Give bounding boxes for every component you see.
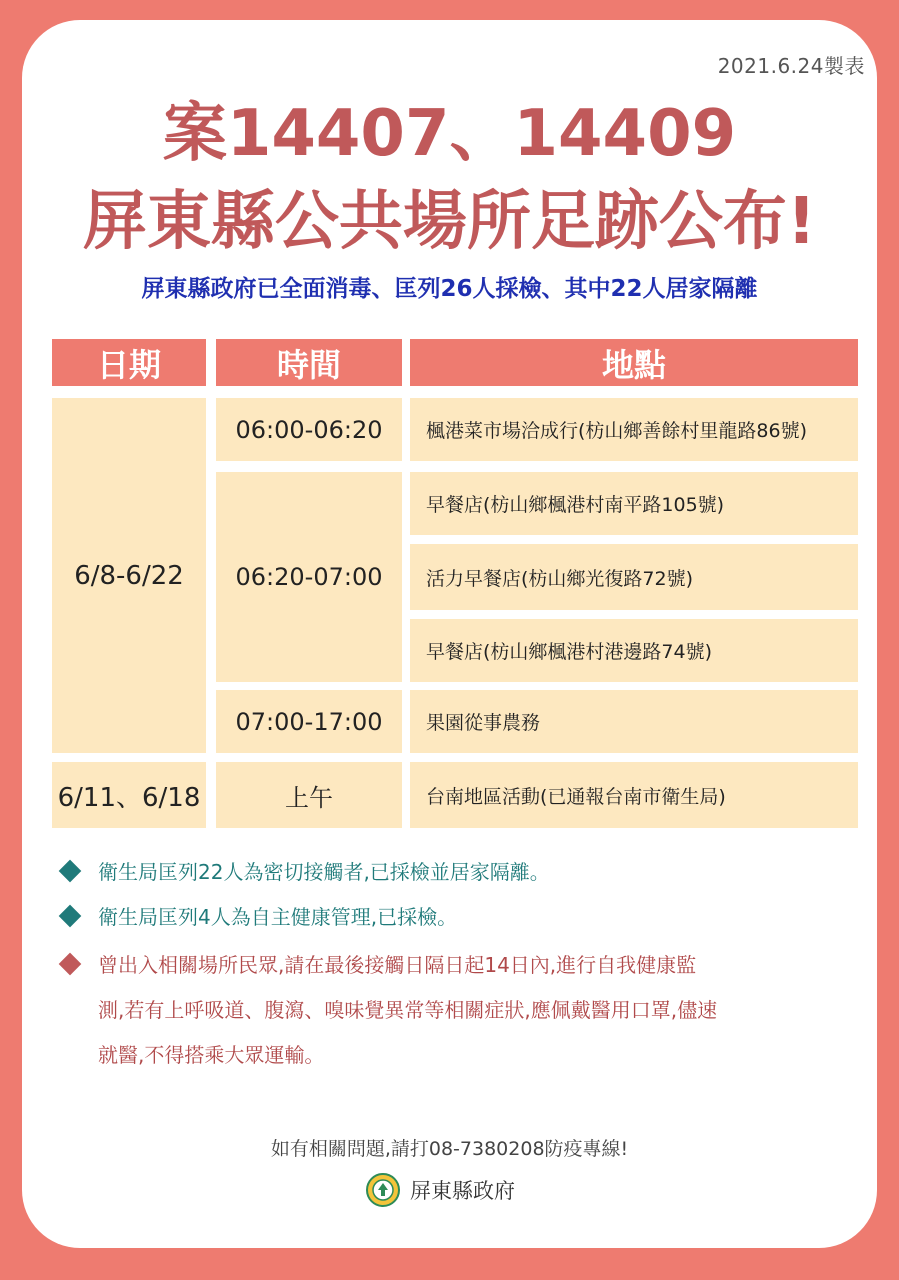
note-text-2: 衛生局匡列4人為自主健康管理,已採檢。 bbox=[98, 905, 458, 929]
organization-name: 屏東縣政府 bbox=[410, 1179, 515, 1203]
header-location: 地點 bbox=[410, 339, 858, 386]
header-date: 日期 bbox=[52, 339, 206, 386]
hotline-text: 如有相關問題,請打08-7380208防疫專線! bbox=[270, 1138, 629, 1160]
time-cell-4: 上午 bbox=[216, 762, 402, 828]
location-cell-4: 早餐店(枋山鄉楓港村港邊路74號) bbox=[410, 619, 858, 682]
location-cell-1: 楓港菜市場洽成行(枋山鄉善餘村里龍路86號) bbox=[410, 398, 858, 461]
location-cell-2: 早餐店(枋山鄉楓港村南平路105號) bbox=[410, 472, 858, 535]
title-line-2: 屏東縣公共場所足跡公布! bbox=[82, 185, 817, 259]
government-signature bbox=[366, 1170, 515, 1210]
note-text-3-line-3: 就醫,不得搭乘大眾運輸。 bbox=[98, 1043, 325, 1067]
time-cell-2: 06:20-07:00 bbox=[216, 472, 402, 682]
county-emblem-icon bbox=[366, 1173, 400, 1207]
time-cell-1: 06:00-06:20 bbox=[216, 398, 402, 461]
note-text-3-line-2: 測,若有上呼吸道、腹瀉、嗅味覺異常等相關症狀,應佩戴醫用口罩,儘速 bbox=[98, 998, 718, 1022]
date-cell-2: 6/11、6/18 bbox=[52, 762, 206, 828]
title-line-1: 案14407、14409 bbox=[162, 97, 737, 171]
location-cell-5: 果園從事農務 bbox=[410, 690, 858, 753]
note-text-1: 衛生局匡列22人為密切接觸者,已採檢並居家隔離。 bbox=[98, 860, 550, 884]
header-time: 時間 bbox=[216, 339, 402, 386]
time-cell-3: 07:00-17:00 bbox=[216, 690, 402, 753]
made-date: 2021.6.24製表 bbox=[717, 54, 865, 78]
location-cell-6: 台南地區活動(已通報台南市衛生局) bbox=[410, 762, 858, 828]
date-cell-1: 6/8-6/22 bbox=[52, 398, 206, 753]
subtitle: 屏東縣政府已全面消毒、匡列26人採檢、其中22人居家隔離 bbox=[141, 276, 758, 302]
note-text-3-line-1: 曾出入相關場所民眾,請在最後接觸日隔日起14日內,進行自我健康監 bbox=[98, 953, 697, 977]
location-cell-3: 活力早餐店(枋山鄉光復路72號) bbox=[410, 544, 858, 610]
